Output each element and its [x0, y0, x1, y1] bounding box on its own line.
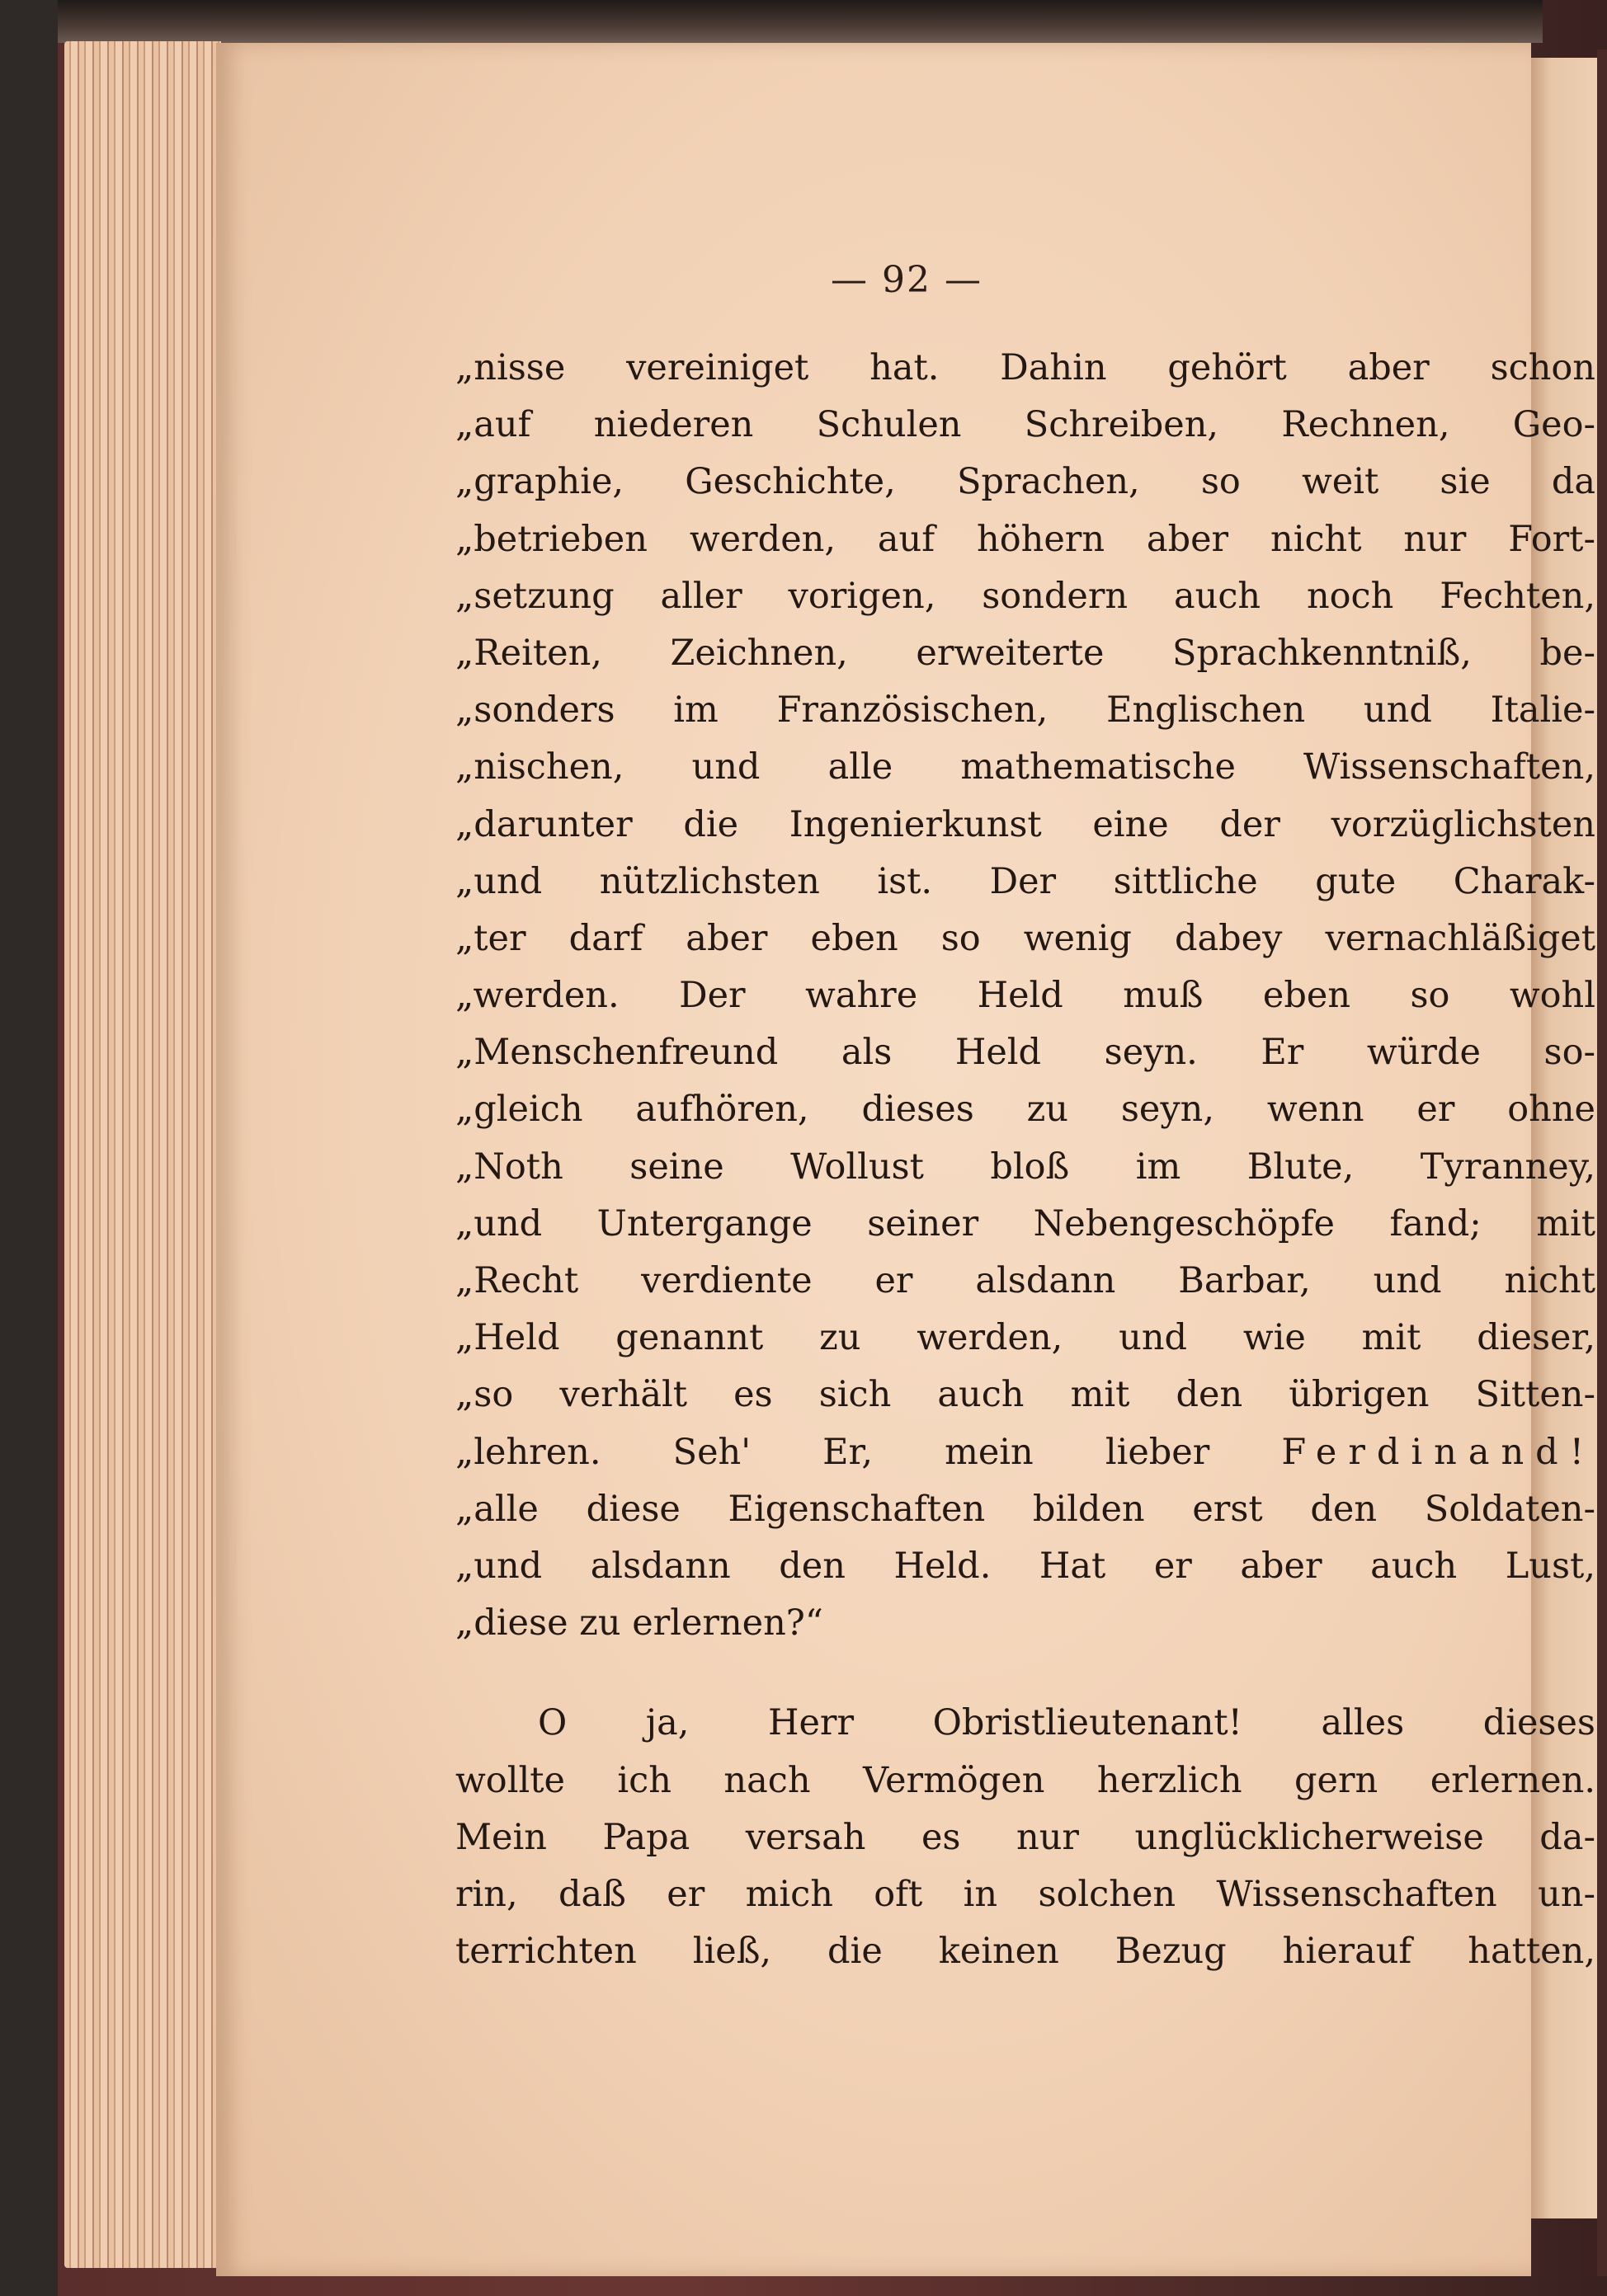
page-block-edges — [64, 41, 221, 2268]
text-line: „Reiten, Zeichnen, erweiterte Sprachkenntniß, be- — [455, 632, 1595, 674]
text-line: „setzung aller vorigen, sondern auch noch Fechten, — [455, 575, 1595, 617]
text-line: „betrieben werden, auf höhern aber nicht nur Fort- — [455, 518, 1595, 560]
text-line: „nisse vereiniget hat. Dahin gehört aber schon — [455, 347, 1595, 388]
text-line: „Held genannt zu werden, und wie mit dieser, — [455, 1317, 1595, 1359]
paragraph-quoted-speech — [455, 340, 1595, 1652]
text-line: „Recht verdiente er alsdann Barbar, und nicht — [455, 1260, 1595, 1301]
text-line: „nischen, und alle mathematische Wissenschaften, — [455, 746, 1595, 788]
text-line: „sonders im Französischen, Englischen und Italie- — [455, 689, 1595, 732]
text-line: „so verhält es sich auch mit den übrigen Sitten- — [455, 1374, 1595, 1416]
text-line: „Menschenfreund als Held seyn. Er würde so- — [455, 1032, 1595, 1074]
text-line: „graphie, Geschichte, Sprachen, so weit sie da — [455, 461, 1595, 503]
text-line: „und Untergange seiner Nebengeschöpfe fand; mit — [455, 1202, 1595, 1244]
text-line: „gleich aufhören, dieses zu seyn, wenn er ohne — [455, 1089, 1595, 1131]
text-line: terrichten ließ, die keinen Bezug hierauf hatten, — [455, 1931, 1595, 1973]
text-line: „ter darf aber eben so wenig dabey vernachläßiget — [455, 917, 1595, 959]
text-line-start: „lehren. Seh' Er, mein lieber — [455, 1431, 1210, 1473]
page-number: — 92 — — [831, 259, 983, 301]
book-page — [216, 43, 1595, 2276]
spaced-name: Ferdinand! — [1281, 1431, 1595, 1473]
text-line: „alle diese Eigenschaften bilden erst den Soldaten- — [455, 1488, 1595, 1530]
text-line: wollte ich nach Vermögen herzlich gern erlernen. — [455, 1759, 1595, 1801]
text-line: „Noth seine Wollust bloß im Blute, Tyranney, — [455, 1146, 1595, 1188]
text-line: „und nützlichsten ist. Der sittliche gute Charak- — [455, 860, 1595, 902]
text-line: Mein Papa versah es nur unglücklicherweise da- — [455, 1816, 1595, 1858]
text-line: „werden. Der wahre Held muß eben so wohl — [455, 975, 1595, 1017]
paragraph-reply — [455, 1695, 1595, 1980]
text-line: „und alsdann den Held. Hat er aber auch Lust, — [455, 1545, 1595, 1587]
cover-right-edge — [1597, 49, 1607, 2276]
page-text — [455, 340, 1595, 1980]
text-line: „diese zu erlernen?“ — [455, 1602, 823, 1644]
text-line-with-spaced-name — [455, 1424, 1595, 1481]
text-line: O ja, Herr Obristlieutenant! alles dieses — [538, 1702, 1595, 1744]
text-line: rin, daß er mich oft in solchen Wissenschaften un- — [455, 1873, 1595, 1915]
text-line: „darunter die Ingenierkunst eine der vorzüglichsten — [455, 803, 1595, 845]
paragraph-gap — [455, 1652, 1595, 1695]
book-spine-top — [58, 0, 1543, 43]
text-line: „auf niederen Schulen Schreiben, Rechnen, Geo- — [455, 404, 1595, 446]
